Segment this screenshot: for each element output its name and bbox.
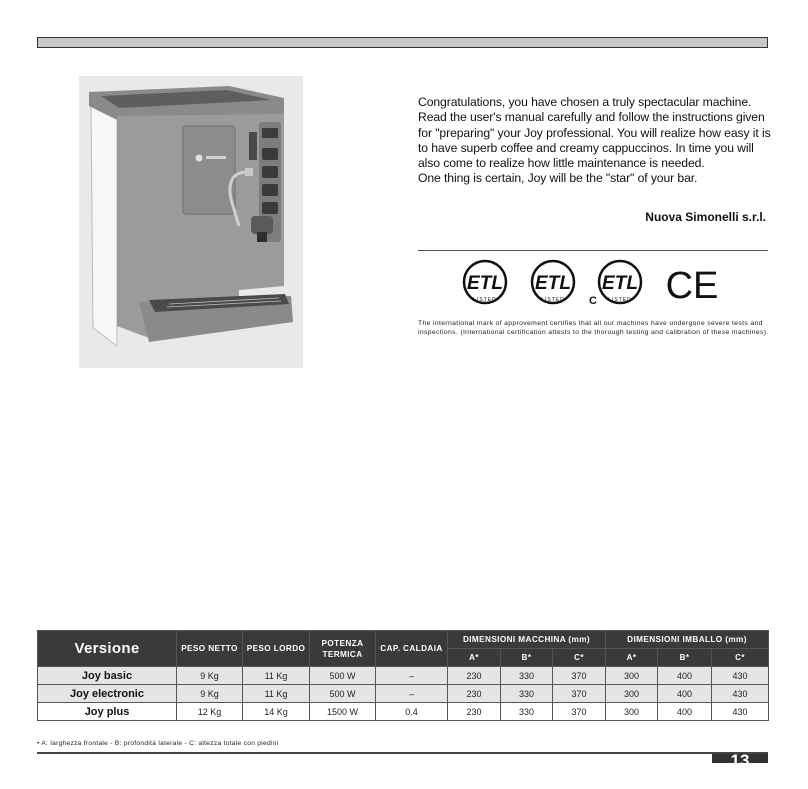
cell-caldaia: 0.4	[376, 703, 448, 721]
intro-line: One thing is certain, Joy will be the "star" of your bar.	[418, 171, 698, 186]
footer-line	[37, 752, 768, 754]
certification-marks	[455, 258, 735, 308]
header-bar	[37, 37, 768, 48]
footnote: • A: larghezza frontale - B: profondità laterale - C: altezza totale con piedini	[37, 740, 279, 747]
cell-macchina-c: 370	[553, 667, 606, 685]
cell-macchina-b: 330	[501, 685, 553, 703]
cell-imballo-c: 430	[712, 703, 769, 721]
header-macchina-c: C*	[553, 649, 606, 667]
page-number-tab	[712, 751, 768, 770]
table-row	[38, 703, 769, 721]
header-peso-lordo: PESO LORDO	[243, 631, 310, 667]
cell-version: Joy electronic	[38, 685, 177, 703]
cell-version: Joy basic	[38, 667, 177, 685]
svg-text:LISTED: LISTED	[541, 297, 565, 303]
cell-imballo-a: 300	[606, 667, 658, 685]
cell-macchina-b: 330	[501, 667, 553, 685]
cell-peso-netto: 12 Kg	[177, 703, 243, 721]
svg-text:LISTED: LISTED	[608, 297, 632, 303]
etl-listed-mark	[464, 261, 506, 303]
header-macchina-a: A*	[448, 649, 501, 667]
cell-peso-netto: 9 Kg	[177, 667, 243, 685]
certification-note: The international mark of approvement certifies that all our machines have undergone severe tests and inspections. (International certification attests to the thorough testing and calibration of these machines).	[418, 320, 769, 336]
cell-peso-lordo: 11 Kg	[243, 685, 310, 703]
page-number: 13	[730, 751, 750, 770]
signature: Nuova Simonelli s.r.l.	[645, 210, 766, 224]
table-row	[38, 685, 769, 703]
cell-imballo-b: 400	[658, 685, 712, 703]
svg-text:C: C	[589, 295, 597, 307]
cell-macchina-c: 370	[553, 703, 606, 721]
header-potenza-termica: POTENZA TERMICA	[310, 631, 376, 667]
cell-peso-netto: 9 Kg	[177, 685, 243, 703]
machine-photo	[79, 76, 303, 368]
svg-text:ETL: ETL	[467, 273, 503, 294]
cell-macchina-a: 230	[448, 667, 501, 685]
header-imballo-a: A*	[606, 649, 658, 667]
cell-macchina-c: 370	[553, 685, 606, 703]
cell-peso-lordo: 11 Kg	[243, 667, 310, 685]
svg-text:LISTED: LISTED	[473, 297, 497, 303]
table-row	[38, 667, 769, 685]
ce-mark	[666, 265, 719, 307]
header-imballo-c: C*	[712, 649, 769, 667]
cell-potenza: 1500 W	[310, 703, 376, 721]
svg-text:ETL: ETL	[535, 273, 571, 294]
header-dimensioni-imballo: DIMENSIONI IMBALLO (mm)	[606, 631, 769, 649]
divider	[418, 250, 768, 251]
intro-line: Congratulations, you have chosen a truly spectacular machine.	[418, 95, 752, 109]
cell-imballo-a: 300	[606, 703, 658, 721]
cell-version: Joy plus	[38, 703, 177, 721]
cell-potenza: 500 W	[310, 685, 376, 703]
intro-line: also come to realize how little maintenance is needed.	[418, 156, 705, 171]
etl-listed-mark	[532, 261, 574, 303]
cell-potenza: 500 W	[310, 667, 376, 685]
header-macchina-b: B*	[501, 649, 553, 667]
cell-imballo-b: 400	[658, 703, 712, 721]
intro-line: for "preparing" your Joy professional. You will realize how easy it is	[418, 125, 771, 140]
header-peso-netto: PESO NETTO	[177, 631, 243, 667]
cell-imballo-b: 400	[658, 667, 712, 685]
intro-line: to have superb coffee and creamy cappuccinos. In time you will	[418, 140, 754, 155]
svg-text:ETL: ETL	[602, 273, 638, 294]
cell-macchina-b: 330	[501, 703, 553, 721]
specifications-table	[37, 630, 769, 721]
header-imballo-b: B*	[658, 649, 712, 667]
cell-caldaia: –	[376, 667, 448, 685]
c-etl-listed-mark	[589, 261, 641, 307]
intro-line: Read the user's manual carefully and follow the instructions given	[418, 110, 765, 125]
cell-peso-lordo: 14 Kg	[243, 703, 310, 721]
cell-macchina-a: 230	[448, 703, 501, 721]
svg-text:CE: CE	[665, 265, 719, 307]
cell-imballo-c: 430	[712, 685, 769, 703]
cell-macchina-a: 230	[448, 685, 501, 703]
cell-imballo-c: 430	[712, 667, 769, 685]
cell-caldaia: –	[376, 685, 448, 703]
cell-imballo-a: 300	[606, 685, 658, 703]
header-cap-caldaia: CAP. CALDAIA	[376, 631, 448, 667]
header-dimensioni-macchina: DIMENSIONI MACCHINA (mm)	[448, 631, 606, 649]
header-version: Versione	[38, 631, 177, 667]
intro-text	[418, 95, 770, 187]
